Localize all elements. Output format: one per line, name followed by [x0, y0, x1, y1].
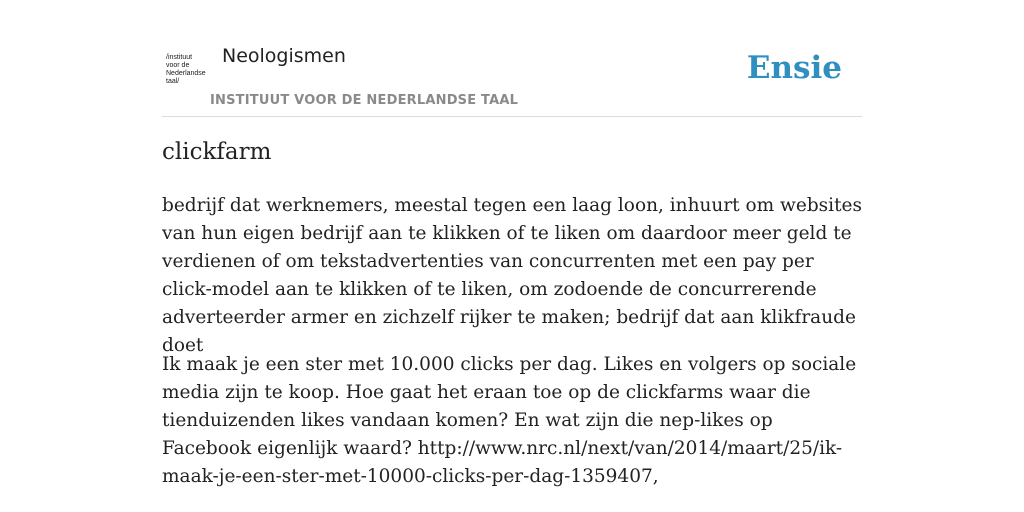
entry-example: Ik maak je een ster met 10.000 clicks per dag. Likes en volgers op sociale media zijn te koop. Hoe gaat het eraan toe op de clickfarms waar die tienduizenden likes vandaan komen? En wat zijn die nep-likes op Facebook eigenlijk waard? http://www.nrc.nl/next/van/2014/maart/25/ik-maak-je-een-ster-met-10000-clicks-per-dag-1359407,: [162, 354, 857, 487]
logo-line: voor de: [166, 62, 190, 69]
brand-logo[interactable]: Ensie: [746, 50, 842, 86]
entry-card: [162, 0, 862, 512]
logo-line: /instituut: [166, 54, 193, 61]
header: [162, 0, 862, 117]
dictionary-name[interactable]: Neologismen: [222, 45, 346, 67]
logo-line: taal/: [166, 78, 180, 85]
institute-logo[interactable]: [166, 54, 208, 90]
logo-line: Nederlandse: [166, 70, 206, 77]
entry-definition: bedrijf dat werknemers, meestal tegen een laag loon, inhuurt om websites van hun eigen bedrijf aan te klikken of te liken om daardoor meer geld te verdienen of om tekstadvertenties van concurrenten met een pay per click-model aan te klikken of te liken, om zodoende de concurrerende adverteerder armer en zichzelf rijker te maken; bedrijf dat aan klikfraude doet: [162, 195, 862, 356]
entry-term: clickfarm: [162, 139, 272, 165]
institute-name: INSTITUUT VOOR DE NEDERLANDSE TAAL: [210, 93, 519, 108]
